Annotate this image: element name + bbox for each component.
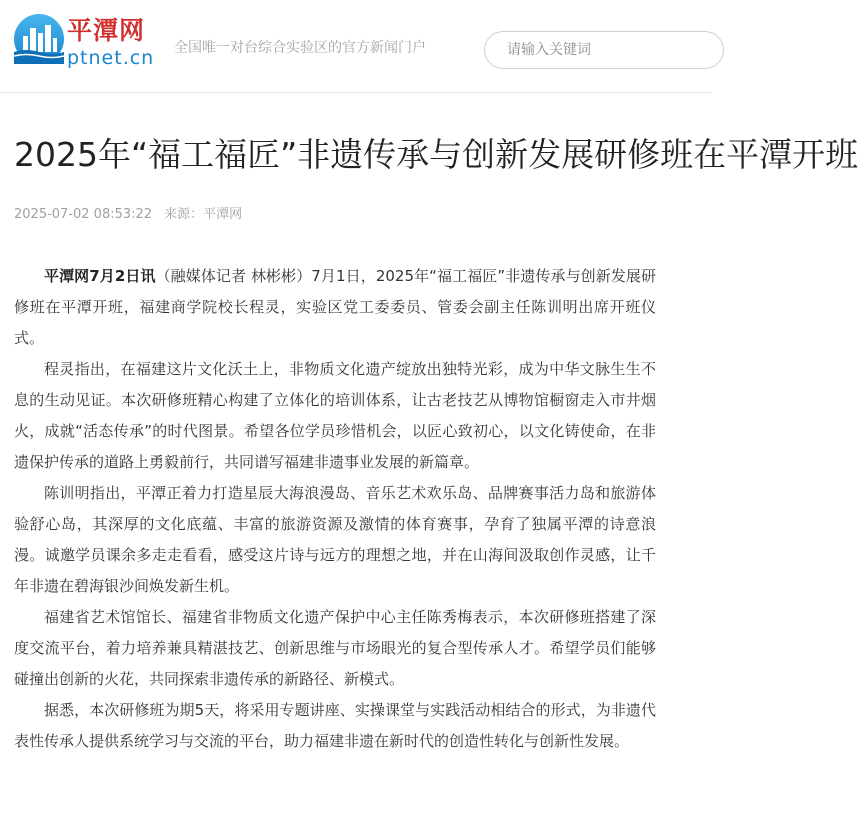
- site-logo[interactable]: [14, 14, 164, 70]
- site-header: [0, 0, 712, 93]
- site-slogan: 全国唯一对台综合实验区的官方新闻门户: [174, 40, 426, 56]
- article-title: 2025年“福工福匠”非遗传承与创新发展研修班在平潭开班: [14, 135, 858, 174]
- article-paragraph: 福建省艺术馆馆长、福建省非物质文化遗产保护中心主任陈秀梅表示，本次研修班搭建了深度交流平台，着力培养兼具精湛技艺、创新思维与市场眼光的复合型传承人才。希望学员们能够碰撞出创新的火花，共同探索非遗传承的新路径、新模式。: [14, 608, 656, 688]
- logo-text-en: ptnet.cn: [67, 47, 155, 69]
- article-paragraph: [14, 261, 656, 354]
- article-paragraph: 据悉，本次研修班为期5天，将采用专题讲座、实操课堂与实践活动相结合的形式，为非遗代表性传承人提供系统学习与交流的平台，助力福建非遗在新时代的创造性转化与创新性发展。: [14, 701, 656, 750]
- article-source: 来源：平潭网: [164, 207, 243, 222]
- article-body: [14, 261, 656, 757]
- article-paragraph: 陈训明指出，平潭正着力打造星辰大海浪漫岛、音乐艺术欢乐岛、品牌赛事活力岛和旅游体验舒心岛，其深厚的文化底蕴、丰富的旅游资源及激情的体育赛事，孕育了独属平潭的诗意浪漫。诚邀学员课余多走走看看，感受这片诗与远方的理想之地，并在山海间汲取创作灵感，让千年非遗在碧海银沙间焕发新生机。: [14, 484, 656, 595]
- search-input[interactable]: [484, 31, 724, 69]
- article-paragraph: 程灵指出，在福建这片文化沃土上，非物质文化遗产绽放出独特光彩，成为中华文脉生生不息的生动见证。本次研修班精心构建了立体化的培训体系，让古老技艺从博物馆橱窗走入市井烟火，成就“活态传承”的时代图景。希望各位学员珍惜机会，以匠心致初心，以文化铸使命，在非遗保护传承的道路上勇毅前行，共同谱写福建非遗事业发展的新篇章。: [14, 360, 656, 471]
- publish-date: 2025-07-02 08:53:22: [14, 207, 153, 222]
- article-meta: [14, 206, 242, 224]
- logo-text-cn: 平潭网: [67, 16, 146, 45]
- paragraph-text: （融媒体记者 林彬彬）7月1日，2025年“福工福匠”非遗传承与创新发展研修班在平潭开班，福建商学院校长程灵，实验区党工委委员、管委会副主任陈训明出席开班仪式。: [14, 267, 657, 347]
- logo-emblem-icon: [14, 14, 64, 64]
- dateline: 平潭网7月2日讯: [44, 267, 156, 285]
